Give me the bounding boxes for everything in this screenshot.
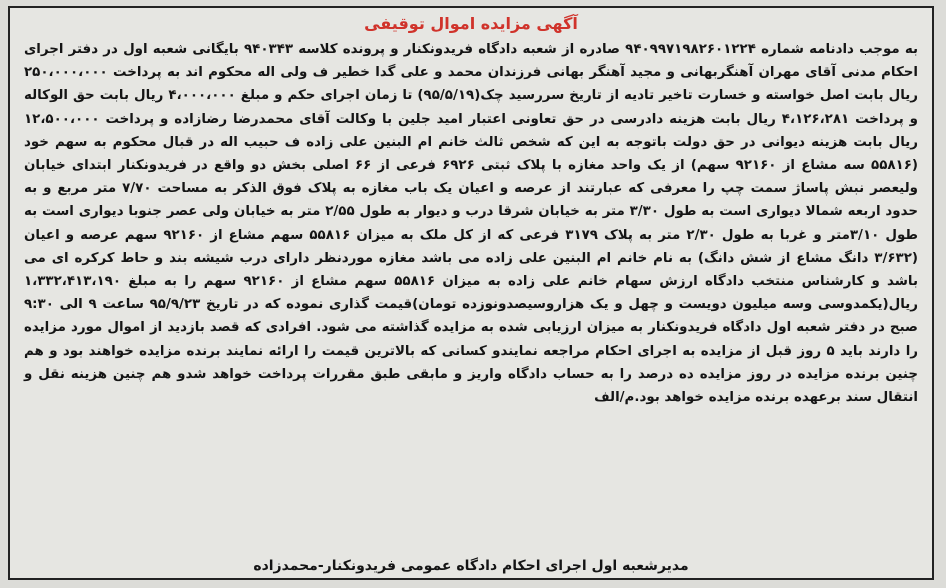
notice-signature: مدیرشعبه اول اجرای احکام دادگاه عمومی فریدونکنار-محمدزاده — [253, 558, 689, 574]
notice-body: به موجب دادنامه شماره ۹۴۰۹۹۷۱۹۸۲۶۰۱۲۲۴ صادره از شعبه دادگاه فریدونکنار و پرونده کلاسه ۹۴۰۳۴۳ بایگانی شعبه اول در دفتر اجرای احکام مدنی آقای مهران آهنگربهانی و مجید آهنگر بهانی فرزندان محمد و علی گدا خطیر ف ولی اله محکوم اند به پرداخت ۲۵۰،۰۰۰،۰۰۰ ریال بابت اصل خواسته و خسارت تاخیر تادیه از تاریخ سررسید چک(۹۵/۵/۱۹) تا زمان اجرای حکم و مبلغ ۴،۰۰۰،۰۰۰ ریال بابت حق الوکاله و پرداخت ۴،۱۲۶،۲۸۱ ریال بابت هزینه دادرسی در حق تعاونی اعتبار امید جلین با وکالت آقای محمدرضا رضازاده و پرداخت ۱۲،۵۰۰،۰۰۰ ریال بابت هزینه دیوانی در حق دولت باتوجه به این که شخص ثالث خانم ام البنین علی زاده ف حبیب اله در قبال محکوم به سهم خود (۵۵۸۱۶ سه مشاع از ۹۲۱۶۰ سهم) از یک واحد مغازه با پلاک ثبتی ۶۹۲۶ فرعی از ۶۶ اصلی بخش دو واقع در فریدونکنار ابتدای خیابان ولیعصر نبش پاساژ سمت چپ را معرفی که عبارتند از عرصه و اعیان یک باب مغازه به پلاک فوق الذکر به مساحت ۷/۷۰ متر مربع و به حدود اربعه شمالا دیواری است به طول ۳/۳۰ متر به خیابان شرقا درب و دیوار به طول ۲/۵۵ متر به خیابان ولی عصر جنوبا دیواری است به طول ۳/۱۰متر و غربا به طول ۲/۳۰ متر به پلاک ۳۱۷۹ فرعی که از کل ملک به میزان ۵۵۸۱۶ سهم مشاع از ۹۲۱۶۰ سهم عرصه و اعیان (۳/۶۳۲ دانگ مشاع از شش دانگ) به نام خانم ام البنین علی زاده می باشد مغازه موردنظر دارای درب شیشه بند و حاط کرکره ای می باشد و کارشناس منتخب دادگاه ارزش سهام خانم علی زاده به میزان ۵۵۸۱۶ سهم مشاع از ۹۲۱۶۰ سهم را به مبلغ ۱،۳۳۲،۴۱۳،۱۹۰ ریال(یکمدوسی وسه میلیون دویست و چهل و یک هزاروسیصدونوزده تومان)قیمت گذاری نموده که در تاریخ ۹۵/۹/۲۳ ساعت ۹ الی ۹:۳۰ صبح در دفتر شعبه اول دادگاه فریدونکنار به میزان ارزیابی شده به مزایده گذاشته می شود. افرادی که قصد بازدید از اموال مورد مزایده را دارند باید ۵ روز قبل از مزایده به اجرای احکام مراجعه نمایندو کسانی که بالاترین قیمت را ارائه نمایند برنده مزایده خواهند بود و هم چنین برنده مزایده در روز مزایده ده درصد را به حساب دادگاه واریز و مابقی طبق مقررات پرداخت خواهد شدو هم چنین هزینه نقل و انتقال سند برعهده برنده مزایده خواهد بود.م/الف — [24, 42, 919, 406]
notice-title: آگهی مزایده اموال توقیفی — [364, 14, 578, 33]
notice-frame — [8, 6, 934, 580]
